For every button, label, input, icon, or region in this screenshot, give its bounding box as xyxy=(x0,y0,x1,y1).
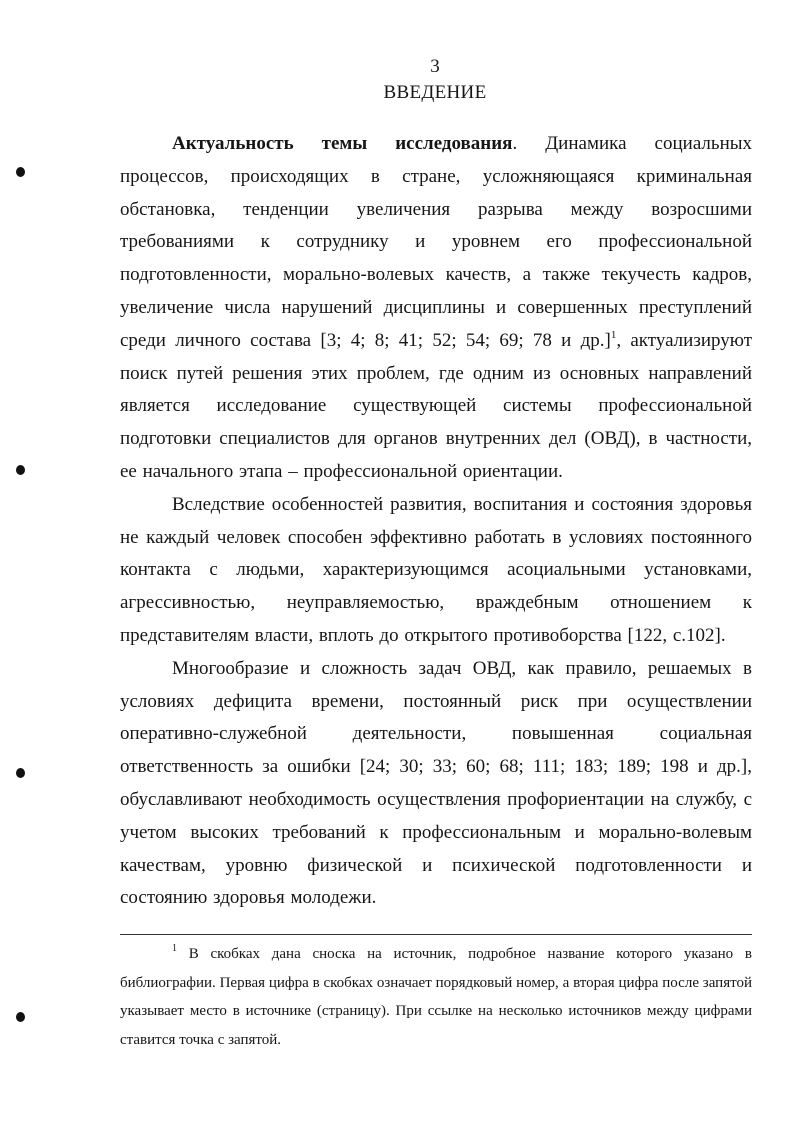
punch-hole-mark xyxy=(16,465,25,475)
punch-hole-mark xyxy=(16,1012,25,1022)
paragraph-relevance xyxy=(120,128,752,489)
paragraph-relevance-text-b: , актуализируют поиск путей решения этих проблем, где одним из основных направлений является исследование существующей системы профессиональной подготовки специалистов для органов внутренних дел (ОВД), в частности, ее начального этапа – профессиональной ориентации. xyxy=(120,329,752,482)
paragraph-health: Вследствие особенностей развития, воспитания и состояния здоровья не каждый человек способен эффективно работать в условиях постоянного контакта с людьми, характеризующимся асоциальными установками, агрессивностью, неуправляемостью, враждебным отношением к представителям власти, вплоть до открытого противоборства [122, с.102]. xyxy=(120,493,752,646)
footnote-marker: 1 xyxy=(172,943,177,954)
punch-hole-mark xyxy=(16,167,25,177)
page-title: ВВЕДЕНИЕ xyxy=(383,82,487,103)
footnote-reference: 1 xyxy=(610,328,617,341)
footnote-text: В скобках дана сноска на источник, подробное название которого указано в библиографии. Первая цифра в скобках означает порядковый номер, а вторая цифра после запятой указывает место в источнике (страницу). При ссылке на несколько источников между цифрами ставится точка с запятой. xyxy=(120,946,752,1048)
footnote-divider xyxy=(120,934,752,935)
punch-hole-mark xyxy=(16,768,25,778)
footnote xyxy=(120,940,752,1054)
paragraph-tasks: Многообразие и сложность задач ОВД, как правило, решаемых в условиях дефицита времени, постоянный риск при осуществлении оперативно-служебной деятельности, повышенная социальная ответственность за ошибки [24; 30; 33; 60; 68; 111; 183; 189; 198 и др.], обуславливают необходимость осуществления профориентации на службу, с учетом высоких требований к профессиональным и морально-волевым качествам, уровню физической и психической подготовленности и состоянию здоровья молодежи. xyxy=(120,657,752,909)
relevance-lead: Актуальность темы исследования xyxy=(172,133,513,154)
page-number: 3 xyxy=(430,56,440,77)
paragraph-relevance-text-a: . Динамика социальных процессов, происходящих в стране, усложняющаяся криминальная обстановка, тенденции увеличения разрыва между возросшими требованиями к сотруднику и уровнем его профессиональной подготовленности, морально-волевых качеств, а также текучесть кадров, увеличение числа нарушений дисциплины и совершенных преступлений среди личного состава [3; 4; 8; 41; 52; 54; 69; 78 и др.] xyxy=(120,133,752,351)
body-text xyxy=(120,128,752,915)
